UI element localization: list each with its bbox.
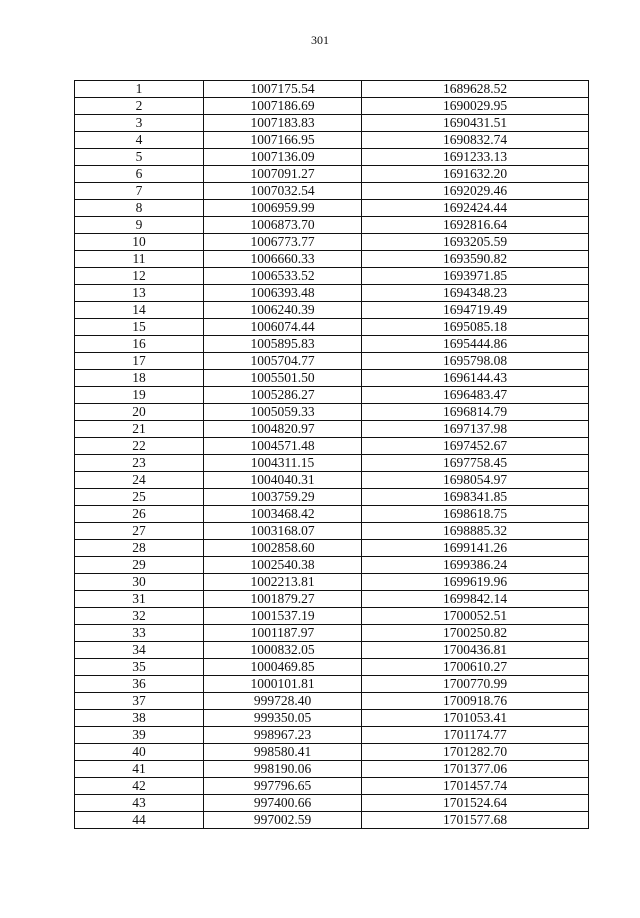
table-row <box>75 149 589 166</box>
y-coordinate-cell: 1693590.82 <box>362 251 589 268</box>
point-number-cell: 13 <box>75 285 204 302</box>
table-row <box>75 268 589 285</box>
x-coordinate-cell: 1006533.52 <box>204 268 362 285</box>
point-number-cell: 34 <box>75 642 204 659</box>
y-coordinate-cell: 1699842.14 <box>362 591 589 608</box>
x-coordinate-cell: 1001187.97 <box>204 625 362 642</box>
point-number-cell: 29 <box>75 557 204 574</box>
point-number-cell: 26 <box>75 506 204 523</box>
y-coordinate-cell: 1692029.46 <box>362 183 589 200</box>
x-coordinate-cell: 1005286.27 <box>204 387 362 404</box>
x-coordinate-cell: 1003759.29 <box>204 489 362 506</box>
y-coordinate-cell: 1692816.64 <box>362 217 589 234</box>
table-row <box>75 727 589 744</box>
y-coordinate-cell: 1700052.51 <box>362 608 589 625</box>
table-row <box>75 132 589 149</box>
x-coordinate-cell: 1002213.81 <box>204 574 362 591</box>
table-row <box>75 285 589 302</box>
table-row <box>75 761 589 778</box>
table-row <box>75 183 589 200</box>
table-row <box>75 353 589 370</box>
table-row <box>75 693 589 710</box>
x-coordinate-cell: 1006074.44 <box>204 319 362 336</box>
y-coordinate-cell: 1701174.77 <box>362 727 589 744</box>
x-coordinate-cell: 997002.59 <box>204 812 362 829</box>
point-number-cell: 28 <box>75 540 204 557</box>
x-coordinate-cell: 998967.23 <box>204 727 362 744</box>
x-coordinate-cell: 1007091.27 <box>204 166 362 183</box>
table-row <box>75 438 589 455</box>
point-number-cell: 37 <box>75 693 204 710</box>
y-coordinate-cell: 1691632.20 <box>362 166 589 183</box>
table-row <box>75 370 589 387</box>
point-number-cell: 19 <box>75 387 204 404</box>
y-coordinate-cell: 1699141.26 <box>362 540 589 557</box>
table-row <box>75 608 589 625</box>
point-number-cell: 10 <box>75 234 204 251</box>
x-coordinate-cell: 998190.06 <box>204 761 362 778</box>
point-number-cell: 4 <box>75 132 204 149</box>
table-row <box>75 200 589 217</box>
x-coordinate-cell: 1006393.48 <box>204 285 362 302</box>
point-number-cell: 41 <box>75 761 204 778</box>
point-number-cell: 43 <box>75 795 204 812</box>
x-coordinate-cell: 1000101.81 <box>204 676 362 693</box>
y-coordinate-cell: 1694348.23 <box>362 285 589 302</box>
point-number-cell: 12 <box>75 268 204 285</box>
table-row <box>75 778 589 795</box>
table-row <box>75 795 589 812</box>
x-coordinate-cell: 1007032.54 <box>204 183 362 200</box>
x-coordinate-cell: 1007166.95 <box>204 132 362 149</box>
point-number-cell: 25 <box>75 489 204 506</box>
y-coordinate-cell: 1695085.18 <box>362 319 589 336</box>
table-row <box>75 217 589 234</box>
x-coordinate-cell: 1001537.19 <box>204 608 362 625</box>
point-number-cell: 39 <box>75 727 204 744</box>
y-coordinate-cell: 1698885.32 <box>362 523 589 540</box>
x-coordinate-cell: 1001879.27 <box>204 591 362 608</box>
y-coordinate-cell: 1699619.96 <box>362 574 589 591</box>
point-number-cell: 27 <box>75 523 204 540</box>
point-number-cell: 3 <box>75 115 204 132</box>
table-row <box>75 574 589 591</box>
x-coordinate-cell: 1007183.83 <box>204 115 362 132</box>
point-number-cell: 11 <box>75 251 204 268</box>
table-row <box>75 455 589 472</box>
page-number: 301 <box>311 33 329 47</box>
table-row <box>75 81 589 98</box>
x-coordinate-cell: 1005704.77 <box>204 353 362 370</box>
point-number-cell: 17 <box>75 353 204 370</box>
point-number-cell: 7 <box>75 183 204 200</box>
table-row <box>75 506 589 523</box>
table-row <box>75 625 589 642</box>
x-coordinate-cell: 1007175.54 <box>204 81 362 98</box>
point-number-cell: 33 <box>75 625 204 642</box>
y-coordinate-cell: 1697452.67 <box>362 438 589 455</box>
x-coordinate-cell: 997400.66 <box>204 795 362 812</box>
point-number-cell: 22 <box>75 438 204 455</box>
y-coordinate-cell: 1701577.68 <box>362 812 589 829</box>
y-coordinate-cell: 1700436.81 <box>362 642 589 659</box>
table-row <box>75 98 589 115</box>
y-coordinate-cell: 1701524.64 <box>362 795 589 812</box>
table-row <box>75 166 589 183</box>
point-number-cell: 23 <box>75 455 204 472</box>
y-coordinate-cell: 1691233.13 <box>362 149 589 166</box>
table-row <box>75 523 589 540</box>
y-coordinate-cell: 1694719.49 <box>362 302 589 319</box>
y-coordinate-cell: 1697137.98 <box>362 421 589 438</box>
table-row <box>75 744 589 761</box>
x-coordinate-cell: 1005895.83 <box>204 336 362 353</box>
point-number-cell: 5 <box>75 149 204 166</box>
table-row <box>75 387 589 404</box>
point-number-cell: 18 <box>75 370 204 387</box>
point-number-cell: 42 <box>75 778 204 795</box>
x-coordinate-cell: 1006240.39 <box>204 302 362 319</box>
point-number-cell: 32 <box>75 608 204 625</box>
y-coordinate-cell: 1690029.95 <box>362 98 589 115</box>
x-coordinate-cell: 1002858.60 <box>204 540 362 557</box>
y-coordinate-cell: 1698054.97 <box>362 472 589 489</box>
y-coordinate-cell: 1696144.43 <box>362 370 589 387</box>
table-row <box>75 489 589 506</box>
table-row <box>75 710 589 727</box>
table-row <box>75 676 589 693</box>
coordinates-table <box>74 80 589 829</box>
point-number-cell: 44 <box>75 812 204 829</box>
x-coordinate-cell: 1004571.48 <box>204 438 362 455</box>
table-row <box>75 421 589 438</box>
x-coordinate-cell: 1000469.85 <box>204 659 362 676</box>
table-row <box>75 115 589 132</box>
point-number-cell: 20 <box>75 404 204 421</box>
x-coordinate-cell: 999728.40 <box>204 693 362 710</box>
point-number-cell: 9 <box>75 217 204 234</box>
x-coordinate-cell: 1006873.70 <box>204 217 362 234</box>
x-coordinate-cell: 1002540.38 <box>204 557 362 574</box>
y-coordinate-cell: 1693205.59 <box>362 234 589 251</box>
point-number-cell: 35 <box>75 659 204 676</box>
x-coordinate-cell: 1004040.31 <box>204 472 362 489</box>
y-coordinate-cell: 1698341.85 <box>362 489 589 506</box>
y-coordinate-cell: 1701282.70 <box>362 744 589 761</box>
x-coordinate-cell: 1000832.05 <box>204 642 362 659</box>
y-coordinate-cell: 1690832.74 <box>362 132 589 149</box>
y-coordinate-cell: 1701457.74 <box>362 778 589 795</box>
coordinates-table-body <box>75 81 589 829</box>
point-number-cell: 21 <box>75 421 204 438</box>
x-coordinate-cell: 998580.41 <box>204 744 362 761</box>
table-row <box>75 319 589 336</box>
table-row <box>75 812 589 829</box>
table-row <box>75 302 589 319</box>
y-coordinate-cell: 1700770.99 <box>362 676 589 693</box>
y-coordinate-cell: 1699386.24 <box>362 557 589 574</box>
x-coordinate-cell: 1003468.42 <box>204 506 362 523</box>
point-number-cell: 40 <box>75 744 204 761</box>
table-row <box>75 404 589 421</box>
table-row <box>75 591 589 608</box>
y-coordinate-cell: 1700250.82 <box>362 625 589 642</box>
point-number-cell: 14 <box>75 302 204 319</box>
y-coordinate-cell: 1700610.27 <box>362 659 589 676</box>
y-coordinate-cell: 1701053.41 <box>362 710 589 727</box>
x-coordinate-cell: 1005059.33 <box>204 404 362 421</box>
x-coordinate-cell: 1007136.09 <box>204 149 362 166</box>
point-number-cell: 30 <box>75 574 204 591</box>
x-coordinate-cell: 1006773.77 <box>204 234 362 251</box>
x-coordinate-cell: 999350.05 <box>204 710 362 727</box>
y-coordinate-cell: 1696483.47 <box>362 387 589 404</box>
table-row <box>75 659 589 676</box>
y-coordinate-cell: 1695444.86 <box>362 336 589 353</box>
y-coordinate-cell: 1690431.51 <box>362 115 589 132</box>
table-row <box>75 540 589 557</box>
y-coordinate-cell: 1692424.44 <box>362 200 589 217</box>
table-row <box>75 472 589 489</box>
point-number-cell: 16 <box>75 336 204 353</box>
point-number-cell: 2 <box>75 98 204 115</box>
point-number-cell: 15 <box>75 319 204 336</box>
point-number-cell: 24 <box>75 472 204 489</box>
y-coordinate-cell: 1697758.45 <box>362 455 589 472</box>
table-row <box>75 234 589 251</box>
x-coordinate-cell: 997796.65 <box>204 778 362 795</box>
y-coordinate-cell: 1693971.85 <box>362 268 589 285</box>
table-row <box>75 642 589 659</box>
table-row <box>75 557 589 574</box>
y-coordinate-cell: 1701377.06 <box>362 761 589 778</box>
table-row <box>75 336 589 353</box>
point-number-cell: 31 <box>75 591 204 608</box>
x-coordinate-cell: 1005501.50 <box>204 370 362 387</box>
y-coordinate-cell: 1700918.76 <box>362 693 589 710</box>
x-coordinate-cell: 1006660.33 <box>204 251 362 268</box>
x-coordinate-cell: 1004311.15 <box>204 455 362 472</box>
x-coordinate-cell: 1004820.97 <box>204 421 362 438</box>
point-number-cell: 38 <box>75 710 204 727</box>
point-number-cell: 8 <box>75 200 204 217</box>
table-row <box>75 251 589 268</box>
y-coordinate-cell: 1696814.79 <box>362 404 589 421</box>
point-number-cell: 1 <box>75 81 204 98</box>
x-coordinate-cell: 1003168.07 <box>204 523 362 540</box>
x-coordinate-cell: 1007186.69 <box>204 98 362 115</box>
point-number-cell: 36 <box>75 676 204 693</box>
y-coordinate-cell: 1698618.75 <box>362 506 589 523</box>
y-coordinate-cell: 1695798.08 <box>362 353 589 370</box>
x-coordinate-cell: 1006959.99 <box>204 200 362 217</box>
point-number-cell: 6 <box>75 166 204 183</box>
y-coordinate-cell: 1689628.52 <box>362 81 589 98</box>
